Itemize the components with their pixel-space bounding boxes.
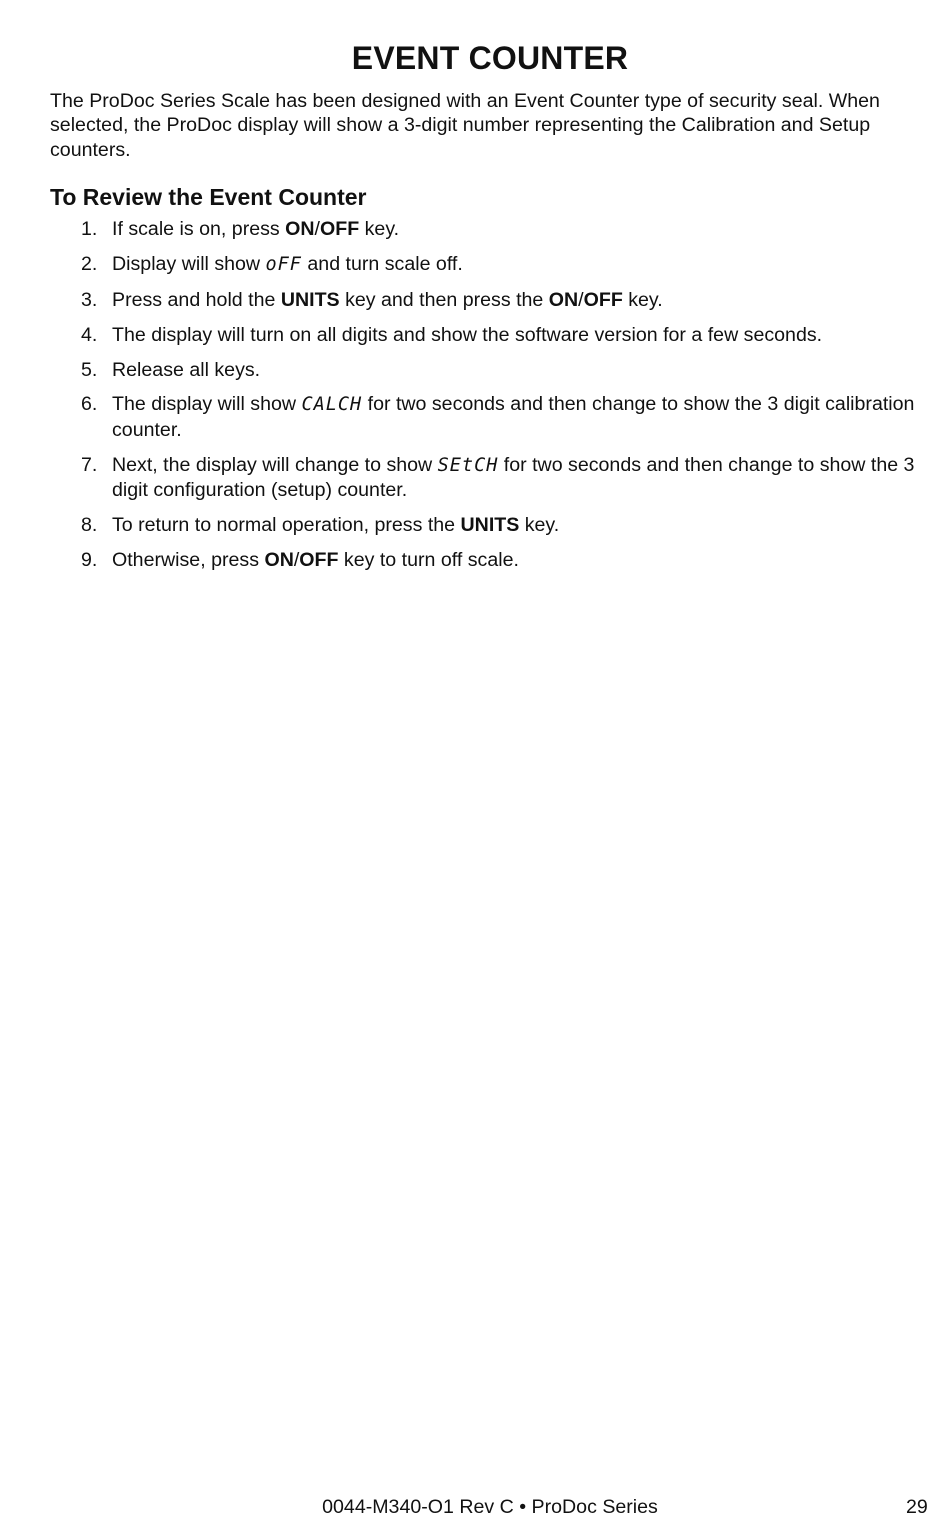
step-text-segment: for two seconds and then change to show the 3 digit calibration counter.	[112, 393, 915, 441]
step-text-segment: key and then press the	[339, 288, 549, 311]
step-item	[50, 288, 935, 312]
step-item	[50, 358, 935, 382]
step-text-segment: Otherwise, press	[112, 548, 265, 571]
step-text-segment: key.	[622, 288, 663, 311]
step-item	[50, 548, 935, 572]
step-text-segment: key.	[359, 218, 400, 240]
step-text	[112, 549, 519, 571]
step-text-segment: Display will show	[112, 252, 266, 275]
key-name: ON	[548, 288, 579, 311]
step-text-segment: Release all keys.	[112, 358, 261, 381]
display-readout: oFF	[265, 253, 302, 275]
step-number: 7.	[81, 453, 98, 476]
key-name: OFF	[583, 288, 623, 311]
section-heading: To Review the Event Counter	[50, 184, 367, 210]
key-name: ON	[285, 218, 315, 240]
step-text-segment: The display will turn on all digits and show the software version for a few seconds.	[112, 323, 823, 346]
step-text-segment: for two seconds and then change to show the 3 digit configuration (setup) counter.	[112, 453, 915, 501]
steps-list	[50, 217, 935, 583]
step-text	[112, 253, 463, 275]
step-text	[112, 218, 399, 240]
step-number: 9.	[81, 548, 98, 571]
step-text-segment: Press and hold the	[112, 288, 281, 311]
step-item	[50, 453, 935, 503]
step-text	[112, 454, 914, 501]
intro-paragraph: The ProDoc Series Scale has been designed with an Event Counter type of security seal. When selected, the ProDoc display will show a 3-digit number representing the Calibration and Setup counters.	[50, 90, 880, 161]
step-number: 4.	[81, 323, 98, 346]
step-item	[50, 217, 935, 241]
step-text-segment: To return to normal operation, press the	[112, 513, 461, 536]
step-text-segment: and turn scale off.	[301, 252, 463, 275]
display-readout: CALCH	[301, 394, 363, 416]
footer-doc-ref: 0044-M340-O1 Rev C • ProDoc Series	[322, 1496, 658, 1518]
step-text-segment: /	[578, 288, 584, 311]
step-number: 2.	[81, 252, 98, 275]
step-number: 1.	[81, 218, 98, 240]
step-text	[112, 289, 663, 311]
key-name: ON	[264, 548, 294, 571]
page-number: 29	[906, 1496, 928, 1518]
step-number: 8.	[81, 513, 98, 536]
step-number: 6.	[81, 393, 98, 416]
step-item	[50, 252, 935, 277]
step-text	[112, 324, 822, 346]
step-item	[50, 323, 935, 347]
step-number: 3.	[81, 288, 98, 311]
key-name: OFF	[299, 548, 339, 571]
step-text-segment: /	[314, 218, 320, 240]
step-text-segment: /	[293, 548, 300, 571]
step-text	[112, 359, 260, 381]
page-title: EVENT COUNTER	[351, 40, 629, 76]
step-text-segment: If scale is on, press	[112, 218, 286, 240]
step-item	[50, 513, 935, 537]
step-text-segment: Next, the display will change to show	[112, 453, 438, 476]
key-name: OFF	[320, 218, 360, 240]
step-text	[112, 393, 914, 440]
step-item	[50, 392, 935, 442]
step-text	[112, 514, 559, 536]
key-name: UNITS	[280, 288, 340, 311]
step-number: 5.	[81, 358, 98, 381]
display-readout: SEtCH	[437, 454, 499, 476]
step-text-segment: The display will show	[112, 393, 302, 416]
step-text-segment: key to turn off scale.	[338, 548, 519, 571]
step-text-segment: key.	[519, 513, 560, 536]
key-name: UNITS	[460, 513, 520, 536]
